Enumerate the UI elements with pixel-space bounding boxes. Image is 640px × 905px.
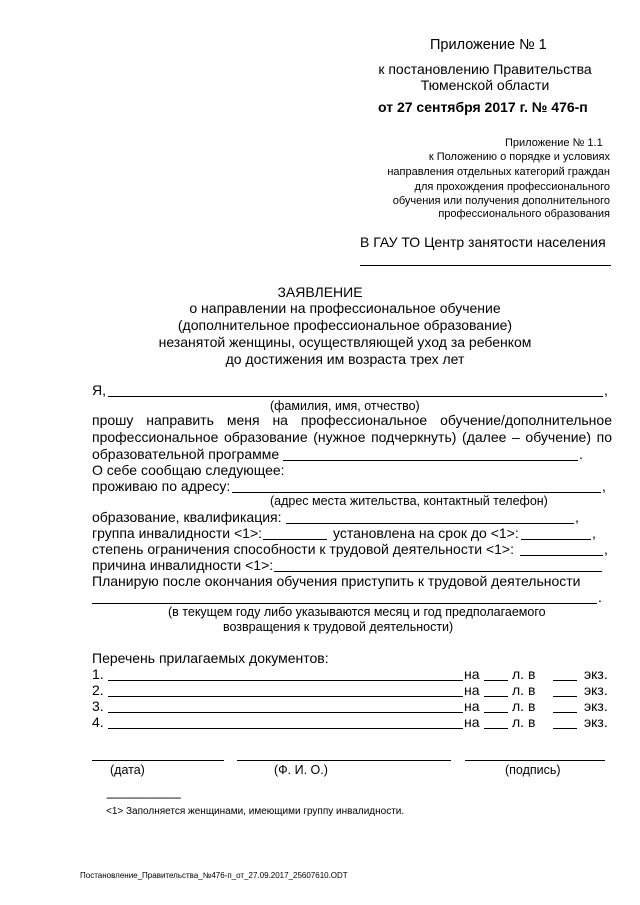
address-label: проживаю по адресу: [92, 478, 231, 494]
disability-group-field[interactable] [263, 539, 327, 540]
about-self: О себе сообщаю следующее: [92, 462, 285, 478]
cause-label: причина инвалидности <1>: [92, 557, 274, 573]
limitation-label: степень ограничения способности к трудовой деятельности <1>: [92, 541, 514, 557]
plan-dot: . [598, 589, 602, 605]
program-dot: . [579, 446, 583, 462]
doc-name-field[interactable] [108, 680, 463, 681]
fio-comma: , [604, 382, 608, 398]
doc-pages-field[interactable] [484, 712, 508, 713]
doc-lv: л. в [512, 682, 536, 698]
doc-name-field[interactable] [108, 696, 463, 697]
date-field[interactable] [92, 760, 224, 761]
title-line-4: до достижения им возраста трех лет [225, 351, 465, 367]
doc-copies-field[interactable] [553, 712, 577, 713]
doc-ekz: экз. [584, 698, 608, 714]
doc-na: на [464, 666, 480, 682]
doc-pages-field[interactable] [484, 696, 508, 697]
doc-ekz: экз. [584, 666, 608, 682]
signature-label: (подпись) [505, 763, 561, 777]
education-label: образование, квалификация: [92, 509, 282, 525]
doc-na: на [464, 698, 480, 714]
doc-ekz: экз. [584, 682, 608, 698]
resolution-line-1: к постановлению Правительства [378, 61, 592, 77]
resolution-date-number: от 27 сентября 2017 г. № 476-п [378, 99, 588, 115]
doc-na: на [464, 714, 480, 730]
signer-name-field[interactable] [237, 760, 451, 761]
documents-heading: Перечень прилагаемых документов: [92, 650, 329, 666]
program-field[interactable] [283, 460, 578, 461]
statement-title: ЗАЯВЛЕНИЕ [277, 284, 363, 300]
signature-field[interactable] [465, 760, 605, 761]
address-hint: (адрес места жительства, контактный телефон) [270, 494, 548, 508]
education-field[interactable] [286, 523, 574, 524]
fio-hint: (фамилия, имя, отчество) [270, 399, 420, 413]
signer-name-label: (Ф. И. О.) [274, 763, 328, 777]
education-comma: , [575, 509, 579, 525]
regulation-line-1: к Положению о порядке и условиях [428, 151, 610, 163]
doc-copies-field[interactable] [553, 680, 577, 681]
doc-name-field[interactable] [108, 712, 463, 713]
doc-number: 2. [92, 682, 104, 698]
doc-lv: л. в [512, 698, 536, 714]
plan-hint-line-2: возвращения к трудовой деятельности) [223, 620, 454, 634]
limitation-field[interactable] [520, 555, 603, 556]
date-label: (дата) [110, 763, 145, 777]
plan-field[interactable] [92, 603, 597, 604]
footnote-separator: -------------------------------- [106, 792, 181, 804]
regulation-line-5: профессионального образования [438, 208, 610, 220]
title-line-2: (дополнительное профессиональное образование) [177, 317, 513, 333]
doc-na: на [464, 682, 480, 698]
limitation-comma: , [604, 541, 608, 557]
resolution-line-2: Тюменской области [420, 77, 550, 93]
title-line-3: незанятой женщины, осуществляющей уход за ребенком [158, 334, 532, 350]
program-label: образовательной программе [92, 446, 280, 462]
address-field[interactable] [232, 492, 601, 493]
doc-name-field[interactable] [108, 728, 463, 729]
doc-copies-field[interactable] [553, 728, 577, 729]
addressee: В ГАУ ТО Центр занятости населения [360, 234, 606, 250]
footer-filename: Постановление_Правительства_№476-п_от_27.09.2017_25607610.ODT [80, 871, 348, 880]
doc-pages-field[interactable] [484, 728, 508, 729]
doc-copies-field[interactable] [553, 696, 577, 697]
i-label: Я, [92, 382, 106, 398]
doc-pages-field[interactable] [484, 680, 508, 681]
term-label: установлена на срок до <1>: [333, 525, 519, 541]
regulation-line-3: для прохождения профессионального [414, 181, 610, 193]
plan-hint-line-1: (в текущем году либо указываются месяц и год предполагаемого [168, 605, 546, 619]
address-comma: , [602, 478, 606, 494]
doc-ekz: экз. [584, 714, 608, 730]
term-field[interactable] [521, 539, 591, 540]
addressee-underline[interactable] [360, 265, 611, 266]
doc-number: 4. [92, 714, 104, 730]
doc-lv: л. в [512, 714, 536, 730]
fio-field[interactable] [108, 396, 603, 397]
appendix-1-1-label: Приложение № 1.1 [505, 137, 603, 149]
plan-text: Планирую после окончания обучения приступить к трудовой деятельности [92, 573, 581, 589]
regulation-line-4: обучения или получения дополнительного [392, 195, 610, 207]
doc-number: 1. [92, 666, 104, 682]
request-line-1: прошу направить меня на профессиональное обучение/дополнительное [92, 412, 612, 428]
title-line-1: о направлении на профессиональное обучение [189, 300, 501, 316]
doc-lv: л. в [512, 666, 536, 682]
disability-group-label: группа инвалидности <1>: [92, 525, 263, 541]
regulation-line-2: направления отдельных категорий граждан [387, 166, 610, 178]
doc-number: 3. [92, 698, 104, 714]
request-line-2: профессиональное образование (нужное подчеркнуть) (далее – обучение) по [92, 429, 612, 445]
cause-field[interactable] [274, 571, 602, 572]
appendix-1-label: Приложение № 1 [430, 37, 547, 53]
footnote-text: <1> Заполняется женщинами, имеющими группу инвалидности. [106, 806, 405, 817]
term-comma: , [592, 525, 596, 541]
